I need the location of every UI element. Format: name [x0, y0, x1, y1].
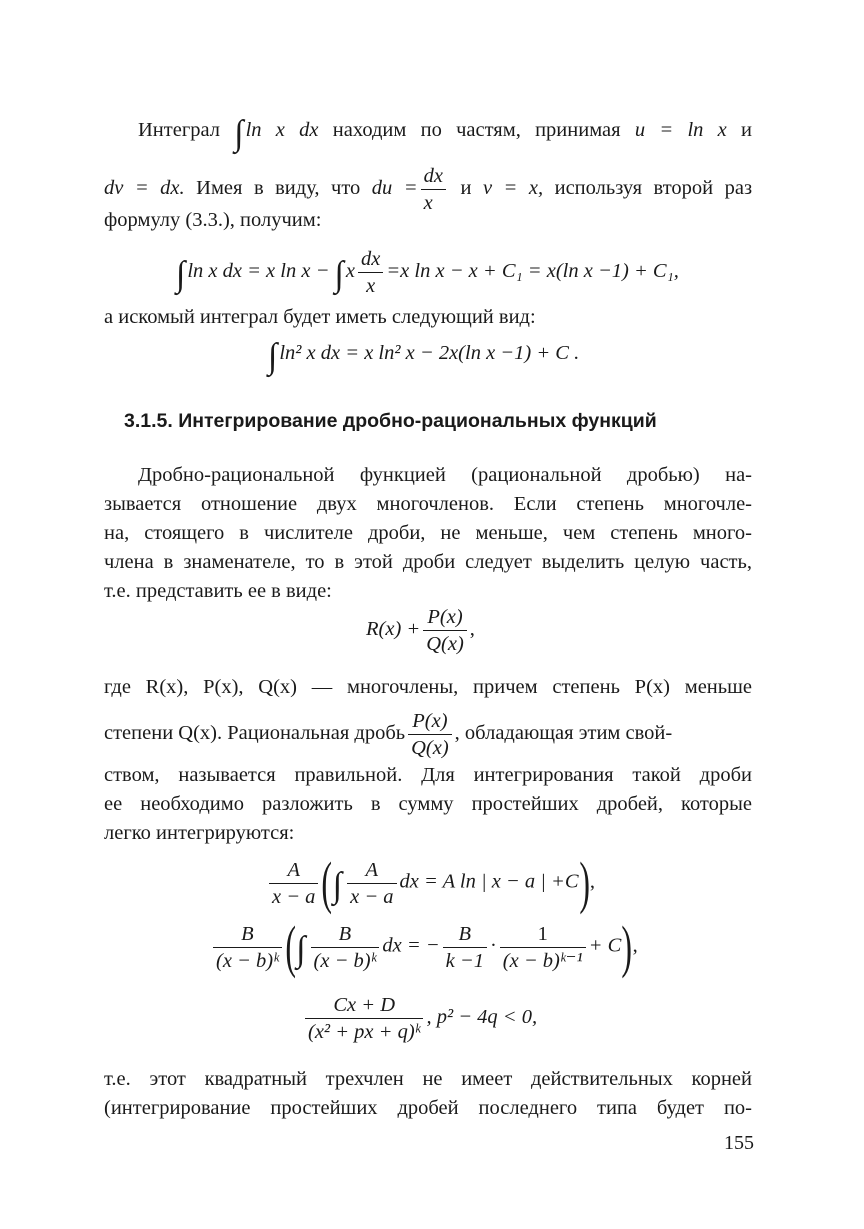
numerator: Cx + D — [305, 992, 423, 1019]
math: =x ln x − x + C₁ = x(ln x −1) + C₁, — [386, 260, 679, 283]
formula-4 — [266, 850, 595, 915]
text: используя второй раз — [554, 177, 753, 200]
integral-sign-icon: ∫ — [268, 337, 278, 376]
integral-sign-icon: ∫ — [234, 114, 244, 153]
denominator: k −1 — [445, 949, 484, 972]
fraction — [311, 921, 380, 974]
integral-sign-icon: ∫ — [334, 255, 344, 295]
math: dx = − — [382, 934, 440, 957]
para4-line1: т.е. этот квадратный трехчлен не имеет действительных корней — [104, 1068, 752, 1090]
right-paren-icon: ) — [621, 914, 633, 979]
math: ln² x dx = x ln² x − 2x(ln x −1) + C . — [279, 342, 580, 364]
para3-line5: легко интегрируются: — [104, 822, 295, 844]
math: , p² − 4q < 0, — [426, 1006, 538, 1029]
formula-3 — [366, 604, 475, 657]
fraction — [500, 921, 586, 974]
fraction — [408, 708, 452, 761]
denominator: x − a — [350, 885, 394, 908]
para2-line4: члена в знаменателе, то в этой дроби следует выделить целую часть, — [104, 551, 752, 573]
formula-5 — [210, 914, 638, 979]
denominator: (x − b)ᵏ — [313, 949, 377, 972]
punct: , — [589, 870, 595, 893]
denominator: (x − b)ᵏ — [216, 949, 279, 972]
numerator: B — [443, 921, 487, 948]
text: Дробно-рациональной функцией (рациональной дробью) на- — [138, 464, 752, 486]
dot: · — [489, 934, 497, 957]
para4-line2: (интегрирование простейших дробей последнего типа будет по- — [104, 1097, 752, 1119]
left-paren-icon: ( — [285, 914, 296, 979]
numerator: P(x) — [423, 604, 467, 631]
left-paren-icon: ( — [321, 850, 333, 915]
denominator: Q(x) — [426, 633, 464, 655]
text: , обладающая этим свой- — [454, 722, 673, 745]
denominator: (x − b)ᵏ⁻¹ — [502, 949, 583, 972]
math-du: du = — [371, 177, 418, 200]
numerator: dx — [421, 163, 446, 190]
para3-line3: ством, называется правильной. Для интегрирования такой дроби — [104, 764, 752, 786]
text: находим по частям, принимая — [332, 119, 621, 141]
math: R(x) + — [366, 618, 421, 641]
denominator: x − a — [272, 885, 316, 908]
numerator: A — [347, 857, 396, 884]
formula-6 — [302, 992, 537, 1045]
fraction — [269, 857, 318, 910]
math: ln x dx = x ln x − — [187, 260, 330, 283]
numerator: A — [269, 857, 318, 884]
text: и — [460, 177, 472, 200]
math: dx = A ln | x − a | +C — [399, 870, 579, 893]
numerator: dx — [358, 246, 383, 273]
punct: , — [469, 618, 475, 641]
integral-sign-icon: ∫ — [296, 929, 306, 969]
text: Интеграл — [138, 119, 220, 141]
math-dv: dv = dx. — [104, 177, 185, 200]
formula-2 — [268, 337, 580, 376]
para2-line1 — [104, 464, 752, 487]
right-paren-icon: ) — [578, 850, 590, 915]
text: и — [741, 119, 753, 141]
para3-line2 — [104, 708, 752, 761]
para2-line3: на, стоящего в числителе дроби, не меньше, чем степень много- — [104, 522, 752, 544]
page-number: 155 — [724, 1132, 754, 1154]
fraction — [423, 604, 467, 657]
math-u: u = ln x — [634, 119, 727, 141]
fraction — [347, 857, 396, 910]
fraction — [305, 992, 423, 1045]
text-after-formula1: а искомый интеграл будет иметь следующий вид: — [104, 306, 536, 328]
numerator: 1 — [500, 921, 586, 948]
integral-sign-icon: ∫ — [176, 255, 186, 295]
para1-line3: формулу (3.3.), получим: — [104, 209, 322, 231]
formula-1 — [176, 246, 679, 299]
denominator: Q(x) — [411, 737, 449, 759]
para3-line4: ее необходимо разложить в сумму простейших дробей, которые — [104, 793, 752, 815]
math: x — [345, 260, 355, 283]
math-integrand: ln x dx — [245, 119, 319, 141]
para3-line1: где R(x), P(x), Q(x) — многочлены, причем степень P(x) меньше — [104, 676, 752, 698]
para2-line5: т.е. представить ее в виде: — [104, 580, 332, 602]
numerator: B — [213, 921, 282, 948]
denominator: x — [366, 275, 376, 297]
punct: , — [632, 934, 638, 957]
numerator: P(x) — [408, 708, 452, 735]
denominator: x — [423, 192, 433, 214]
denominator: (x² + px + q)ᵏ — [308, 1021, 421, 1043]
text: Имея в виду, что — [196, 177, 361, 200]
section-heading: 3.1.5. Интегрирование дробно-рациональных функций — [124, 410, 657, 432]
fraction — [443, 921, 487, 974]
text: степени Q(x). Рациональная дробь — [104, 722, 406, 745]
numerator: B — [311, 921, 380, 948]
math: + C — [588, 934, 622, 957]
integral-sign-icon: ∫ — [332, 865, 343, 905]
fraction — [213, 921, 282, 974]
fraction — [358, 246, 383, 299]
para1-line1 — [104, 114, 753, 153]
para2-line2: зывается отношение двух многочленов. Если степень многочле- — [104, 493, 752, 515]
math-v: v = x, — [482, 177, 544, 200]
